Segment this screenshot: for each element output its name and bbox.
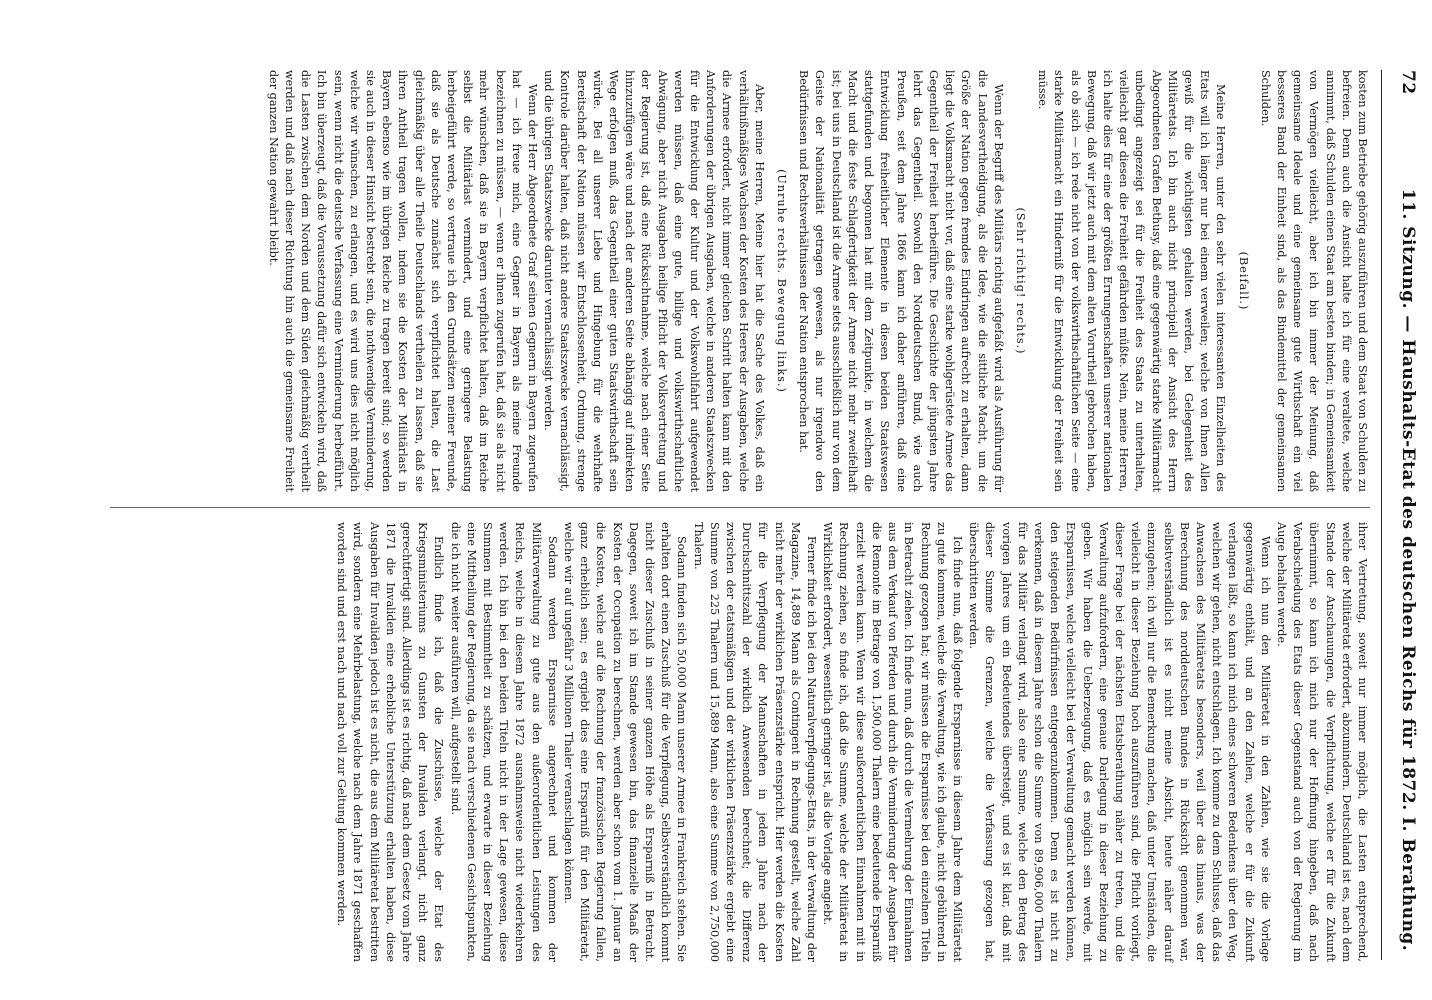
- stage-direction: (Unruhe rechts. Bewegung links.): [775, 169, 789, 393]
- running-title: 11. Sitzung. — Haushalts-Etat des deutschen Reichs für 1872. I. Berathung.: [1398, 188, 1418, 952]
- paragraph: Wenn ich nun den Militäretat in den Zahlen, wie sie die Vorlage gegenwärtig enthält, und an den Zahlen, welche er für die Zukunft verlangen läßt, so kann ich mich eines schweren Bedenkens über den Weg, welchen wir gehen, nicht entschlagen. Ich komme zu dem Schlusse, daß das Anwachsen des Militäretats besonders, weil über das hinaus, was der Berechnung des norddeutschen Bundes in Rücksicht genommen war, selbstverständlich ist es nicht meine Absicht, heute näher darauf einzugehen; ich will nur die Bemerkung machen, daß unter Umständen, die vielleicht in dieser Beziehung hoch auszuführen sind, die Pflicht vorliegt, dieser Frage bei der nächsten Etatsberathung näher zu treten, und die Verwaltung aufzufordern, eine genaue Darlegung in dieser Beziehung zu geben. Wir haben die Ueberzeugung, daß es möglich sein werde, mit Ersparnissen, welche vielleicht bei der Verwaltung gemacht werden können, den steigenden Bedürfnissen entgegenzukommen. Denn es ist nicht zu verkennen, daß in diesem Jahre schon die Summe von 89,906,000 Thalern für das Militär verlangt wird, also eine Summe, welche den Betrag des vorigen Jahres um ein Bedeutendes übersteigt, und es ist klar, daß mit dieser Summe die Grenzen, welche die Verfassung gezogen hat, überschritten werden.: [967, 522, 1272, 962]
- paragraph: Sodann finden sich 50,000 Mann unserer Armee in Frankreich stehen. Sie erhalten dort einen Zuschuß für die Verpflegung, Selbstverständlich kommt nicht dieser Zuschuß in seiner ganzen Höhe als Ersparniß in Betracht. Dagegen, soweit ich im Stande gewesen bin, das finanzielle Maaß der Kosten der Occupation zu berechnen, werden aber schon vom 1. Januar an die Kosten, welche auf die Rechnung der französischen Regierung fallen, ganz erheblich sein; es ergiebt dies eine Ersparniß für den Militäretat, welche wir auf ungefähr 3 Millionen Thaler veranschlagen können.: [562, 522, 689, 962]
- paragraph: Wenn der Herr Abgeordnete Graf seinen Gegnern in Bayern zugerufen hat — ich freue mich, eine Gegner in Bayern als meine Freunde bezeichnen zu müssen, — wenn er ihnen zugerufen hat, daß sie als nicht mehr wünschen, daß sie in Bayern verpflichtet halten, daß im Reiche selbst die Militärlast vermindert, und eine geringere Belastung herbeigeführt werde, so vertraue ich den Grundsätzen meiner Freunde, daß sie als Deutsche zunächst sich verpflichtet halten, die Last gleichmäßig über alle Theile Deutschlands vertheilen zu lassen, daß sie ihren Antheil tragen wollen, indem sie die Kosten der Militärlast in Bayern ebenso wie im übrigen Reiche zu tragen bereit sind; so werden sie auch in dieser Hinsicht bestrebt sein, die nothwendige Verminderung, welche wir wünschen, zu erlangen, und es wird uns dies nicht möglich sein, wenn nicht die deutsche Verfassung eine Verminderung herbeiführt. Ich bin überzeugt, daß die Voraussetzung dafür sich entwickeln wird, daß die Lasten zwischen dem Norden und dem Süden gleichmäßig vertheilt werden und daß nach dieser Richtung hin auch die gemeinsame Freiheit der ganzen Nation gewahrt bleibt.: [266, 70, 540, 492]
- paragraph: kosten zum Betriebe gehörig auszuführen und dem Staat von Schulden zu befreien. Denn auch die Ansicht halte ich für eine veraltete, welche annimmt, daß Schulden einen Staat am besten binden; in Gemeinsamkeit von Vermögen vielleicht, aber ich bin immer der Meinung, daß gemeinsame Ideale und eine gemeinsame gute Wirthschaft ein viel besseres Band der Einheit sind, als das Bindemittel der gemeinsamen Schulden.: [1258, 70, 1369, 492]
- page-header: [1384, 70, 1418, 960]
- paragraph: Aber, meine Herren, Meine hier hat die Sache des Volkes, daß ein verhältnißmäßiges Wachsen der Kosten des Heeres der Ausgaben, welche die Armee erfordert, nicht immer gleichen Schritt halten kann mit den Anforderungen der übrigen Ausgaben, welche in anderen Staatszwecken für die Entwicklung der Kultur und der Volkswohlfahrt aufgewendet werden müssen, daß eine gute, billige und volkswirthschaftliche Abwägung, aber nicht Ausgaben heilige Pflicht der Volksvertretung und der Regierung ist, daß eine Rücksichtnahme, welche nach einer Seite hinzuzufügen wäre und nach der anderen Seite abhängig auf indirekten Wege erfolgen muß, das Gegentheil einer guten Staatswirthschaft sein würde. Bei all unserer Liebe und Hingebung für die wehrhafte Bereitschaft der Nation müssen wir Entschlossenheit, Ordnung, strenge Kontrole darüber halten, daß nicht andere Staatszwecke vernachlässigt, und die übrigen Staatszwecke darunter vernachlässigt werden.: [542, 70, 766, 492]
- page-number: 72: [1398, 70, 1418, 95]
- paragraph: Ferner finde ich bei den Naturalverpflegungs-Etats, in der Verwaltung der Magazine, 14,889 Mann als Contingent in Rechnung gestellt, welche Zahl nicht mehr der wirklichen Präsenzstärke entspricht. Hier werden die Kosten für die Verpflegung der Mannschaften in jedem Jahre nach der Durchschnittszahl der wirklich Anwesenden berechnet; die Differenz zwischen der etatsmäßigen und der wirklichen Präsenzstärke ergiebt eine Summe von 225 Thalern und 15,889 Mann, also eine Summe von 2,750,000 Thalern.: [691, 522, 819, 962]
- paragraph: ihrer Vertretung, soweit nur immer möglich, die Lasten entsprechend, welche der Militäretat erfordert, abzumindern. Deutschland ist es, nach dem Stande der Anschauungen, die Verpflichtung, welche er für die Zukunft übernimmt, so kann ich mich nur der Hoffnung hingeben, daß nach Verabschiedung des Etats dieser Gegenstand auch von der Regierung im Auge behalten werde.: [1274, 522, 1369, 962]
- left-column: [110, 70, 1370, 492]
- paragraph: Endlich finde ich, daß die Zuschüsse, welche der Etat des Kriegsministeriums zu Gunsten der Invaliden verlangt, nicht ganz gerechtfertigt sind. Allerdings ist es richtig, daß nach dem Gesetz vom Jahre 1871 die Invaliden eine erhebliche Unterstützung erhalten haben, diese Ausgaben für Invaliden jedoch ist es nicht, die aus dem Militäretat bestritten wird, sondern eine Mehrbelastung, welche nach dem Jahre 1871 geschaffen worden sind und erst nach und nach voll zur Geltung kommen werden.: [335, 522, 446, 962]
- paragraph: Sodann werden Ersparnisse angerechnet und kommen der Militärverwaltung zu gute aus den außerordentlichen Leistungen des Reichs, welche in diesem Jahre 1872 ausnahmsweise nicht wiederkehren werden. Ich bin bei den beiden Titeln nicht in der Lage gewesen, diese Summen mit Bestimmtheit zu schätzen, und erwarte in dieser Beziehung eine Mittheilung der Regierung, da sie nach verschiedenen Gesichtspunkten, die ich nicht weiter ausführen will, aufgestellt sind.: [448, 522, 559, 962]
- stage-direction: (Sehr richtig! rechts.): [1013, 207, 1027, 355]
- paragraph: Meine Herren, unter den sehr vielen interessanten Einzelheiten des Etats will ich länger nur bei einem verweilen; welche von Ihnen Allen gewiß für die wichtigsten gehalten werden, bei Gelegenheit des Militäretats. Ich bin auch nicht principiell der Ansicht des Herrn Abgeordneten Grafen Bethusy, daß eine gegenwärtig starke Militärmacht unbedingt angezeigt sei für die Freiheit des Staats zu unterhalten, vielleicht gar diesen die Freiheit gefährden müßte. Nein, meine Herren, ich halte dies für eine der größten Errungenschaften unserer nationalen Bewegung, daß wir jetzt auch mit dem alten Vorurtheil gebrochen haben, als ob sich — ich rede nicht von der volkswirthschaftlichen Seite — eine starke Militärmacht ein Hinderniß für die Entwicklung der Freiheit sein müsse.: [1036, 70, 1228, 492]
- header-rule: [1381, 70, 1382, 960]
- paragraph: Wenn der Begriff des Militärs richtig aufgefaßt wird als Ausführung für die Landesvertheidigung, als die Idee, wie die sittliche Macht, um die Größe der Nation gegen fremdes Eindringen aufrecht zu erhalten, dann liegt die Volksmacht nicht vor, daß eine starke wohlgerüstete Armee das Gegentheil der Freiheit herbeiführe. Die Geschichte der jüngsten Jahre lehrt das Gegentheil. Sowohl den Norddeutschen Bund, wie auch Preußen, seit dem Jahre 1866 kann ich daher anführen, daß eine Entwicklung freiheitlicher Elemente in diesen beiden Staatswesen stattgefunden und begonnen hat mit dem Zeitpunkte, in welchem die Macht und die feste Schlagfertigkeit der Armee nicht mehr zweifelhaft ist; bei uns in Deutschland ist die Armee stets ausschließlich nur von dem Geiste der Nationalität getragen gewesen, als nur irgendwo den Bedürfnissen und Rechtsverhältnissen der Nation entsprochen hat.: [797, 70, 1005, 492]
- paragraph: Ich finde nun, daß folgende Ersparnisse in diesem Jahre dem Militäretat zu gute kommen, welche die Verwaltung, wie ich glaube, nicht gebührend in Rechnung gezogen hat; wir müssen die Ersparnisse bei den einzelnen Titeln in Betracht ziehen. Ich finde nun, daß durch die Vermehrung der Einnahmen aus dem Verkauf von Pferden und durch die Verminderung der Ausgaben für die Remonte im Betrage von 1,500,000 Thalern eine bedeutende Ersparniß erzielt werden kann. Wenn wir diese außerordentlichen Einnahmen mit in Rechnung ziehen, so finde ich, daß die Summe, welche der Militäretat in Wirklichkeit erfordert, wesentlich geringer ist, als die Vorlage angiebt.: [821, 522, 964, 962]
- right-column: [110, 522, 1370, 962]
- stage-direction: (Beifall.): [1236, 251, 1250, 311]
- column-divider: [110, 507, 1370, 508]
